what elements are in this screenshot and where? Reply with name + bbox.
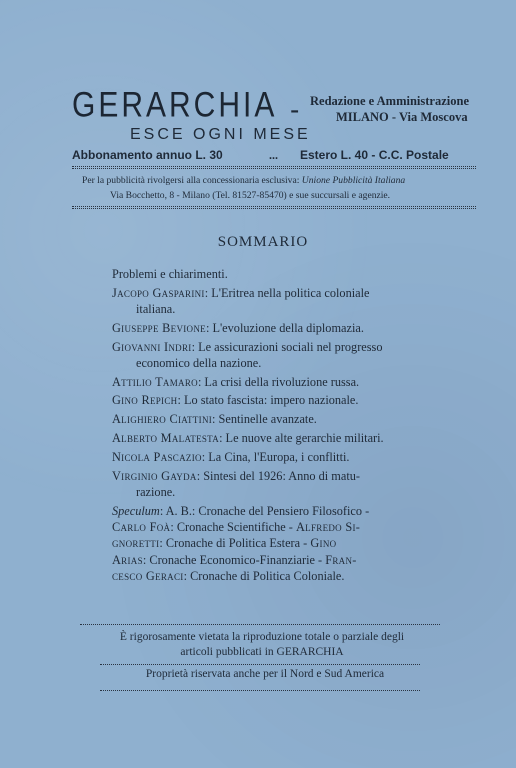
speculum-text: : Cronache di Politica Coloniale.	[183, 568, 345, 583]
toc-author: Jacopo Gasparini	[112, 285, 205, 300]
notice-line-1: È rigorosamente vietata la riproduzione totale o parziale degli	[119, 631, 405, 643]
editorial-office-label: Redazione e Amministrazione	[310, 94, 470, 108]
toc-entry	[112, 392, 442, 408]
speculum-section	[112, 503, 442, 584]
advertising-prefix: Per la pubblicità rivolgersi alla concessionaria esclusiva:	[82, 175, 302, 186]
speculum-line	[112, 519, 442, 535]
toc-entry	[112, 285, 442, 317]
speculum-label: Speculum	[112, 503, 160, 518]
divider	[72, 206, 476, 207]
toc-title-continued: italiana.	[136, 302, 176, 316]
speculum-text: : Cronache Economico-Finanziarie -	[142, 552, 326, 567]
reproduction-notice	[80, 630, 444, 659]
speculum-text: : Cronache Scientifiche -	[170, 520, 296, 535]
speculum-text: : A. B.: Cronache del Pensiero Filosofico -	[159, 503, 370, 518]
toc-title: : La Cina, l'Europa, i conflitti.	[201, 449, 350, 464]
advertising-notice	[82, 173, 472, 203]
speculum-author: Fran-	[325, 552, 357, 567]
foreign-price: Estero L. 40 - C.C. Postale	[300, 148, 449, 162]
toc-title: : Sentinelle avanzate.	[212, 412, 317, 427]
toc-title: : Lo stato fascista: impero nazionale.	[177, 393, 359, 408]
toc-author: Giuseppe Bevione	[112, 320, 206, 335]
property-notice: Proprietà riservata anche per il Nord e Sud America	[145, 668, 385, 680]
divider	[100, 664, 420, 665]
toc-title: : L'evoluzione della diplomazia.	[205, 320, 364, 335]
title-dash: -	[290, 94, 300, 125]
masthead	[72, 84, 482, 164]
office-address: MILANO - Via Moscova	[336, 110, 468, 124]
toc-entry	[112, 411, 442, 427]
divider	[80, 624, 440, 625]
speculum-author: Carlo Foà	[112, 520, 171, 535]
speculum-line	[112, 503, 442, 519]
toc-entry	[112, 266, 442, 282]
toc-entry	[112, 374, 442, 390]
speculum-author: Alfredo Si-	[295, 520, 361, 535]
toc-author: Giovanni Indri	[112, 339, 192, 354]
toc-entry	[112, 320, 442, 336]
toc-author: Attilio Tamaro	[112, 374, 198, 389]
speculum-author: Arias	[112, 552, 143, 567]
toc-entry	[112, 468, 442, 500]
toc-author: Gino Repich	[112, 393, 178, 408]
speculum-author: cesco Geraci	[112, 568, 184, 583]
toc-title: : Le nuove alte gerarchie militari.	[219, 430, 384, 445]
toc-title: Problemi e chiarimenti.	[112, 267, 228, 281]
toc-title-continued: razione.	[136, 484, 176, 499]
divider	[72, 168, 476, 169]
table-of-contents	[112, 266, 442, 584]
speculum-author: gnoretti	[112, 536, 160, 551]
toc-entry	[112, 339, 442, 371]
speculum-line	[112, 568, 442, 584]
speculum-line	[112, 535, 442, 551]
toc-entry	[112, 449, 442, 465]
toc-title: : L'Eritrea nella politica coloniale	[204, 285, 370, 300]
advertising-agency: Unione Pubblicità Italiana	[301, 175, 406, 186]
separator-dots: ...	[269, 148, 278, 162]
toc-author: Alberto Malatesta	[112, 430, 220, 445]
contents-heading: SOMMARIO	[217, 234, 309, 250]
advertising-line-2: Via Bocchetto, 8 - Milano (Tel. 81527-85470) e sue succursali e agenzie.	[110, 190, 391, 201]
toc-title-continued: economico della nazione.	[136, 355, 262, 370]
divider	[72, 208, 476, 209]
toc-author: Virginio Gayda	[112, 468, 197, 483]
divider	[100, 690, 420, 691]
toc-entry	[112, 430, 442, 446]
advertising-line-1	[82, 173, 472, 188]
frequency-label: ESCE OGNI MESE	[130, 126, 311, 143]
toc-author: Nicola Pascazio	[112, 449, 202, 464]
divider	[72, 166, 476, 167]
toc-title: : Sintesi del 1926: Anno di matu-	[196, 468, 360, 483]
subscription-price: Abbonamento annuo L. 30	[72, 148, 223, 162]
speculum-author: Gino	[310, 536, 337, 551]
speculum-text: : Cronache di Politica Estera -	[159, 536, 311, 551]
toc-author: Alighiero Ciattini	[112, 412, 213, 427]
notice-line-2: articoli pubblicati in GERARCHIA	[180, 645, 344, 658]
speculum-line	[112, 552, 442, 568]
magazine-title: GERARCHIA	[72, 86, 278, 125]
toc-title: : Le assicurazioni sociali nel progresso	[191, 339, 383, 354]
toc-title: : La crisi della rivoluzione russa.	[197, 374, 360, 389]
